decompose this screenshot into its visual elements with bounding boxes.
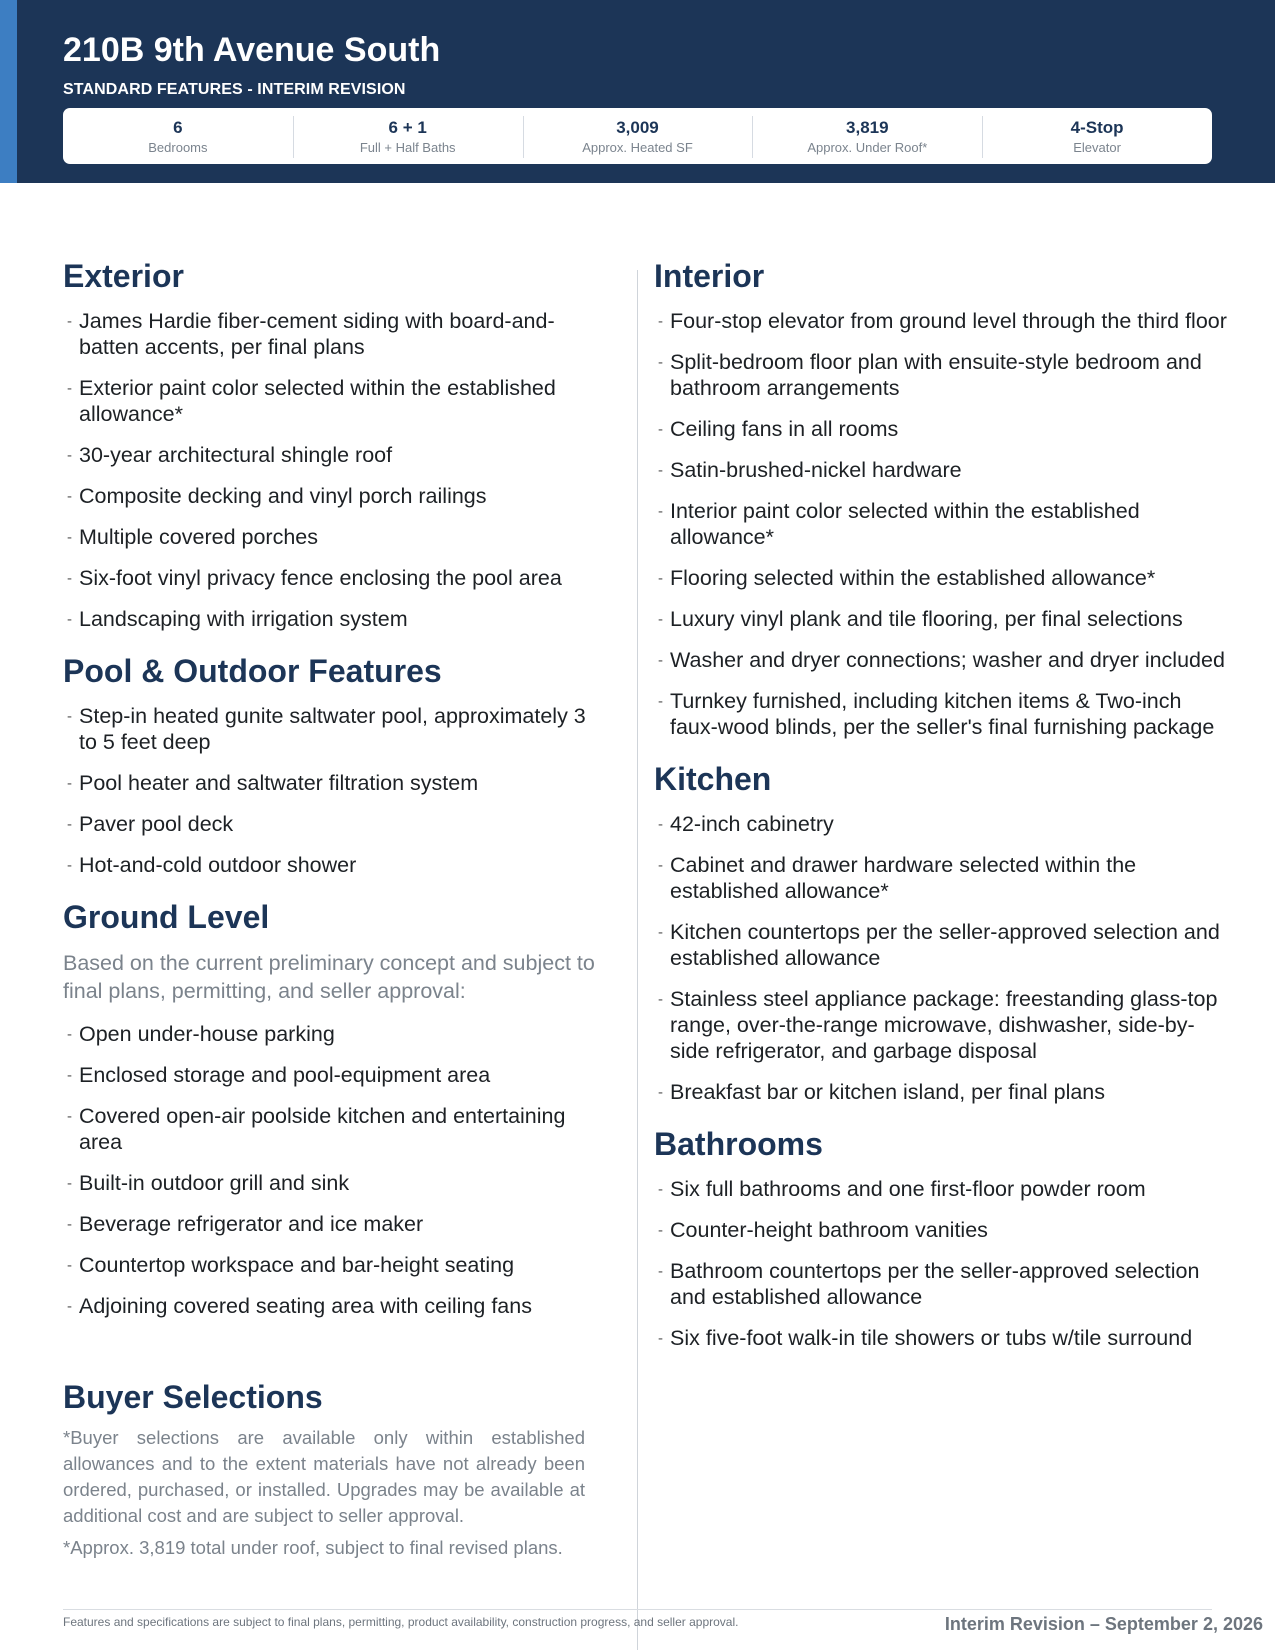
list-item: - Breakfast bar or kitchen island, per final plans <box>654 1079 1234 1105</box>
section-title-buyer-selections: Buyer Selections <box>63 1379 323 1415</box>
list-item: - Bathroom countertops per the seller-approved selection and established allowance <box>654 1258 1234 1310</box>
left-column <box>63 252 608 1334</box>
page-header <box>0 0 1275 183</box>
list-item: - 30-year architectural shingle roof <box>63 442 608 468</box>
stat-value: 6 + 1 <box>388 118 427 137</box>
section-title-interior: Interior <box>654 258 765 294</box>
list-item: - Cabinet and drawer hardware selected within the established allowance* <box>654 852 1234 904</box>
stat-label: Approx. Under Roof* <box>807 140 928 155</box>
page-subtitle: STANDARD FEATURES - INTERIM REVISION <box>63 81 406 98</box>
footer-revision-date: Interim Revision – September 2, 2026 <box>944 1614 1263 1634</box>
list-item: - Washer and dryer connections; washer and dryer included <box>654 647 1234 673</box>
list-item: - Exterior paint color selected within the established allowance* <box>63 375 608 427</box>
list-item: - Six five-foot walk-in tile showers or tubs w/tile surround <box>654 1325 1234 1351</box>
stat-label: Full + Half Baths <box>359 140 456 155</box>
interior-list <box>654 308 1234 740</box>
list-item: - Paver pool deck <box>63 811 608 837</box>
list-item: - Enclosed storage and pool-equipment area <box>63 1062 608 1088</box>
list-item: - Covered open-air poolside kitchen and entertaining area <box>63 1103 608 1155</box>
stat-value: 3,819 <box>846 118 889 137</box>
exterior-section <box>63 252 608 632</box>
right-column <box>654 252 1234 1366</box>
buyer-selections-note: *Buyer selections are available only within established allowances and to the extent materials have not already been ordered, purchased, or installed. Upgrades may be available at additional cost and are subject to seller approval. <box>63 1427 585 1526</box>
stat-elevator <box>982 108 1212 164</box>
stat-value: 6 <box>173 118 183 137</box>
ground-level-section <box>63 893 608 1319</box>
section-title-bathrooms: Bathrooms <box>654 1126 823 1162</box>
list-item: - Kitchen countertops per the seller-approved selection and established allowance <box>654 919 1234 971</box>
section-title-ground-level: Ground Level <box>63 899 270 935</box>
list-item: - Beverage refrigerator and ice maker <box>63 1211 608 1237</box>
stat-label: Elevator <box>1073 140 1121 155</box>
list-item: - Step-in heated gunite saltwater pool, approximately 3 to 5 feet deep <box>63 703 608 755</box>
list-item: - Multiple covered porches <box>63 524 608 550</box>
list-item: - Six full bathrooms and one first-floor powder room <box>654 1176 1234 1202</box>
list-item: - Stainless steel appliance package: freestanding glass-top range, over-the-range microwave, dishwasher, side-by-side refrigerator, and garbage disposal <box>654 986 1234 1064</box>
buyer-selections-section <box>63 1373 585 1567</box>
stat-value: 3,009 <box>616 118 659 137</box>
ground-level-intro: Based on the current preliminary concept and subject to final plans, permitting, and seller approval: <box>63 951 595 1003</box>
list-item: - Countertop workspace and bar-height seating <box>63 1252 608 1278</box>
list-item: - Landscaping with irrigation system <box>63 606 608 632</box>
page-title: 210B 9th Avenue South <box>63 31 441 69</box>
list-item: - Open under-house parking <box>63 1021 608 1047</box>
list-item: - 42-inch cabinetry <box>654 811 1234 837</box>
list-item: - James Hardie fiber-cement siding with board-and-batten accents, per final plans <box>63 308 608 360</box>
list-item: - Turnkey furnished, including kitchen items & Two-inch faux-wood blinds, per the seller's final furnishing package <box>654 688 1234 740</box>
kitchen-list <box>654 811 1234 1105</box>
stat-under-roof <box>752 108 982 164</box>
ground-level-list <box>63 1021 608 1319</box>
bathrooms-section <box>654 1120 1234 1351</box>
list-item: - Ceiling fans in all rooms <box>654 416 1234 442</box>
kitchen-section <box>654 755 1234 1105</box>
list-item: - Composite decking and vinyl porch railings <box>63 483 608 509</box>
stat-label: Approx. Heated SF <box>582 140 693 155</box>
list-item: - Built-in outdoor grill and sink <box>63 1170 608 1196</box>
pool-list <box>63 703 608 878</box>
section-title-kitchen: Kitchen <box>654 761 772 797</box>
list-item: - Adjoining covered seating area with ceiling fans <box>63 1293 608 1319</box>
list-item: - Four-stop elevator from ground level through the third floor <box>654 308 1234 334</box>
list-item: - Interior paint color selected within the established allowance* <box>654 498 1234 550</box>
section-title-pool: Pool & Outdoor Features <box>63 653 442 689</box>
list-item: - Flooring selected within the established allowance* <box>654 565 1234 591</box>
footer-rule <box>63 1609 1212 1610</box>
stat-label: Bedrooms <box>148 140 208 155</box>
list-item: - Pool heater and saltwater filtration system <box>63 770 608 796</box>
interior-section <box>654 252 1234 740</box>
list-item: - Split-bedroom floor plan with ensuite-style bedroom and bathroom arrangements <box>654 349 1234 401</box>
list-item: - Hot-and-cold outdoor shower <box>63 852 608 878</box>
pool-section <box>63 647 608 878</box>
stat-heated-sf <box>523 108 753 164</box>
stat-value: 4-Stop <box>1070 118 1124 137</box>
footer-disclaimer: Features and specifications are subject to final plans, permitting, product availability, construction progress, and seller approval. <box>63 1615 739 1629</box>
list-item: - Satin-brushed-nickel hardware <box>654 457 1234 483</box>
list-item: - Counter-height bathroom vanities <box>654 1217 1234 1243</box>
header-accent-bar <box>0 0 17 183</box>
stats-bar <box>63 108 1212 164</box>
stat-baths <box>293 108 523 164</box>
list-item: - Luxury vinyl plank and tile flooring, per final selections <box>654 606 1234 632</box>
bathrooms-list <box>654 1176 1234 1351</box>
stat-bedrooms <box>63 108 293 164</box>
under-roof-note: *Approx. 3,819 total under roof, subject to final revised plans. <box>63 1537 563 1558</box>
column-divider <box>637 270 638 1650</box>
exterior-list <box>63 308 608 632</box>
list-item: - Six-foot vinyl privacy fence enclosing the pool area <box>63 565 608 591</box>
section-title-exterior: Exterior <box>63 258 184 294</box>
